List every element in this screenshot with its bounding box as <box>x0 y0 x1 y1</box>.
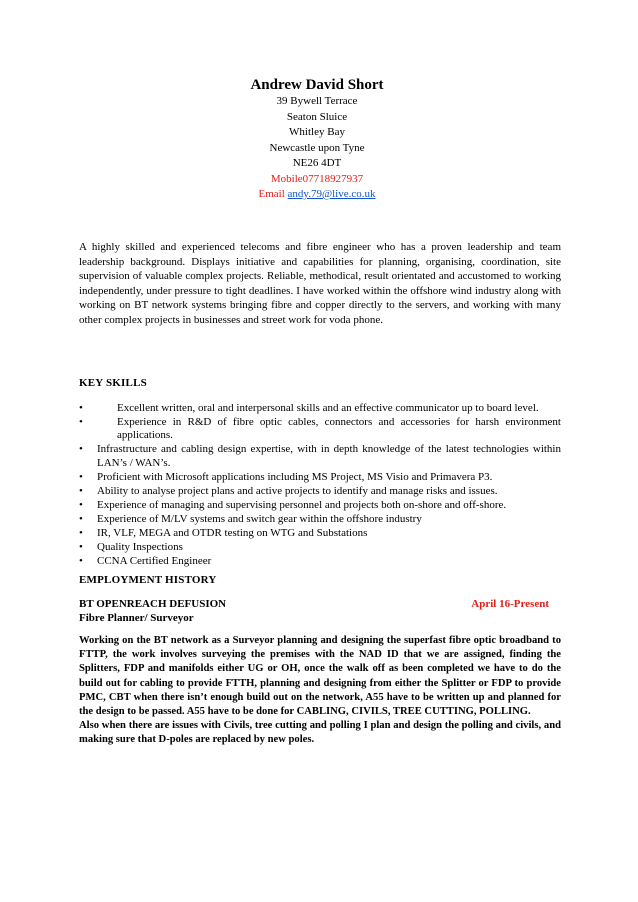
bullet-icon: • <box>79 484 83 497</box>
job-description-paragraph: Working on the BT network as a Surveyor planning and designing the superfast fibre optic broadband to FTTP, the work involves surveying the premises with the NAD ID that we are assigned, finding the Splitters, FDP and manifolds either UG or OH, once the walk off as been completed we have to do the build out for cabling to provide FTTH, planning and designing from either the Splitter or FDP to provide PMC, CBT when there isn’t enough build out on the network, A55 have to be written up and planned for the design to be passed. A55 have to be done for CABLING, CIVILS, TREE CUTTING, POLLING. <box>79 635 561 718</box>
skill-item <box>79 555 561 568</box>
skill-text: Experience in R&D of fibre optic cables, connectors and accessories for harsh environment applications. <box>117 416 561 442</box>
email-label: Email <box>258 188 285 200</box>
bullet-icon: • <box>79 554 83 567</box>
job-description <box>79 634 561 748</box>
skill-text: Experience of managing and supervising personnel and projects both on-shore and off-shore. <box>97 498 507 511</box>
skill-item <box>79 485 561 498</box>
address-line-3: Whitley Bay <box>289 126 345 138</box>
skill-item <box>79 402 561 415</box>
skill-text: Experience of M/LV systems and switch gear within the offshore industry <box>97 512 422 525</box>
cv-header <box>0 76 638 203</box>
bullet-icon: • <box>79 416 83 428</box>
skill-item <box>79 513 561 526</box>
skill-text: Infrastructure and cabling design expertise, with in depth knowledge of the latest technologies within LAN’s / WAN’s. <box>97 443 561 469</box>
bullet-icon: • <box>79 443 83 456</box>
email-link[interactable]: andy.79@live.co.uk <box>287 188 376 200</box>
skill-item <box>79 541 561 554</box>
mobile-number: Mobile07718927937 <box>270 172 364 185</box>
address-line-4: Newcastle upon Tyne <box>269 141 365 154</box>
skill-text: Ability to analyse project plans and active projects to identify and manage risks and issues. <box>97 484 498 497</box>
skill-text: Excellent written, oral and interpersonal skills and an effective communicator up to board level. <box>117 402 539 414</box>
address-line-5: NE26 4DT <box>292 157 342 169</box>
profile-summary: A highly skilled and experienced telecoms and fibre engineer who has a proven leadership and team leadership background. Displays initiative and capabilities for planning, organising, coordination, site supervision of valuable complex projects. Reliable, methodical, result orientated and accustomed to working independently, under pressure to tight deadlines. I have worked within the offshore wind industry along with working on BT network systems bringing fibre and copper directly to the servers, and working with many other complex projects in businesses and street work for voda phone. <box>79 241 561 326</box>
skill-text: IR, VLF, MEGA and OTDR testing on WTG and Substations <box>97 526 368 539</box>
job-description-paragraph: Also when there are issues with Civils, tree cutting and polling I plan and design the polling and civils, and making sure that D-poles are replaced by new poles. <box>79 720 561 746</box>
skill-text: Proficient with Microsoft applications including MS Project, MS Visio and Primavera P3. <box>97 470 493 483</box>
candidate-name: Andrew David Short <box>250 77 384 93</box>
bullet-icon: • <box>79 540 83 553</box>
email-line <box>0 187 638 203</box>
address-line-2: Seaton Sluice <box>286 110 348 123</box>
bullet-icon: • <box>79 470 83 483</box>
bullet-icon: • <box>79 498 83 511</box>
key-skills-heading: KEY SKILLS <box>79 377 147 389</box>
skill-text: Quality Inspections <box>97 540 183 553</box>
key-skills-list <box>79 402 561 569</box>
bullet-icon: • <box>79 512 83 525</box>
bullet-icon: • <box>79 402 83 414</box>
skill-item <box>79 416 561 443</box>
address-line-1: 39 Bywell Terrace <box>276 95 358 107</box>
employment-history-heading: EMPLOYMENT HISTORY <box>79 574 217 586</box>
skill-item <box>79 471 561 484</box>
job-dates: April 16-Present <box>471 598 549 610</box>
job-company: BT OPENREACH DEFUSION <box>79 598 227 610</box>
skill-item <box>79 499 561 512</box>
skill-text: CCNA Certified Engineer <box>97 554 212 567</box>
job-role: Fibre Planner/ Surveyor <box>79 612 194 624</box>
bullet-icon: • <box>79 526 83 539</box>
skill-item <box>79 527 561 540</box>
skill-item <box>79 443 561 470</box>
job-header <box>79 598 549 610</box>
